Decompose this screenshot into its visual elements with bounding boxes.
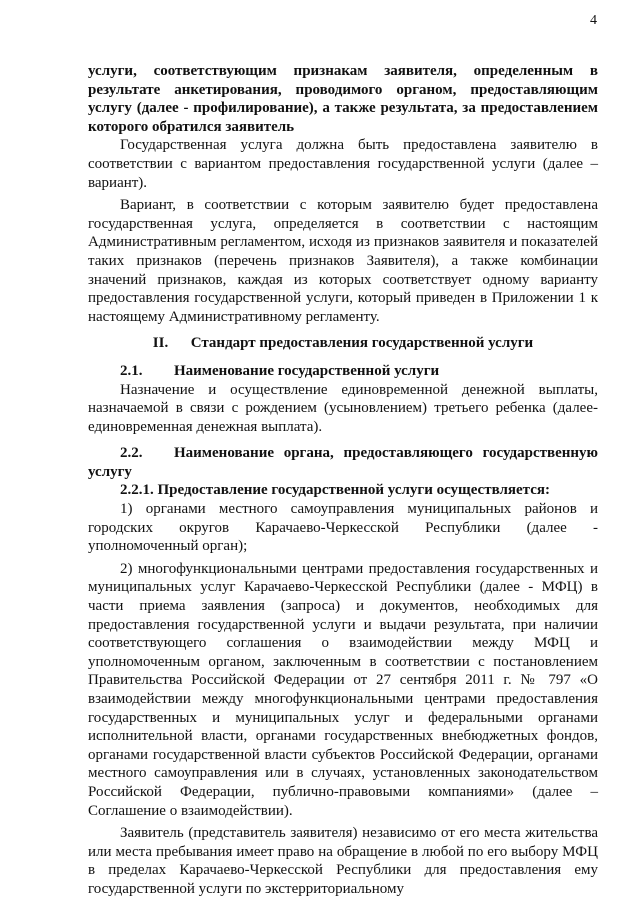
subsection-2-1-heading: [88, 362, 598, 381]
list-item-2: 2) многофункциональными центрами предоставления государственных и муниципальных услуг Карачаево-Черкесской Республики (далее - МФЦ) в части приема заявления (запроса) и документов, необходимых для предоставления государственной услуги и выдачи результата, при наличии соответствующего соглашения о взаимодействии между МФЦ и уполномоченным органом, заключенным в соответствии с постановлением Правительства Российской Федерации от 27 сентября 2011 г. № 797 «О взаимодействии между многофункциональными центрами предоставления государственных и муниципальных услуг и федеральными органами исполнительной власти, органами государственных внебюджетных фондов, органами государственной власти субъектов Российской Федерации, органами местного самоуправления или в случаях, установленных законодательством Российской Федерации, публично-правовыми компаниями» (далее – Соглашение о взаимодействии).: [88, 560, 598, 819]
variant-paragraph-2: Вариант, в соответствии с которым заявителю будет предоставлена государственная услуга, определяется в соответствии с настоящим Административным регламентом, исходя из признаков заявителя и показателей таких признаков (перечень признаков Заявителя), а также комбинации значений признаков, каждая из которых соответствует одному варианту предоставления государственной услуги, который приведен в Приложении 1 к настоящему Административному регламенту.: [88, 197, 598, 325]
intro-paragraph: услуги, соответствующим признакам заявителя, определенным в результате анкетирования, проводимого органом, предоставляющим услугу (далее - профилирование), а также результата, за предоставлением которого обратился заявитель: [88, 63, 598, 135]
subsection-2-2-number: 2.2.: [120, 445, 143, 462]
section-2-title: Стандарт предоставления государственной услуги: [190, 335, 534, 352]
subsection-2-1-title: Наименование государственной услуги: [174, 362, 440, 379]
variant-paragraph-1: Государственная услуга должна быть предоставлена заявителю в соответствии с вариантом предоставления государственной услуги (далее – вариант).: [88, 137, 598, 191]
subsection-2-1-text: Назначение и осуществление единовременной денежной выплаты, назначаемой в связи с рождением (усыновлением) третьего ребенка (далее- единовременная денежная выплата).: [88, 381, 598, 435]
page-number: 4: [590, 13, 597, 28]
section-2-number: II.: [152, 335, 169, 352]
applicant-paragraph: Заявитель (представитель заявителя) независимо от его места жительства или места пребывания имеет право на обращение в любой по его выбору МФЦ в пределах Карачаево-Черкесской Республики для предоставления ему государственной услуги по экстерриториальному: [88, 825, 598, 897]
page-content: [88, 62, 598, 899]
section-2-heading: [88, 334, 598, 353]
subsection-2-2-1-heading: 2.2.1. Предоставление государственной услуги осуществляется:: [120, 482, 550, 499]
subsection-2-1-number: 2.1.: [120, 362, 143, 379]
list-item-1: 1) органами местного самоуправления муниципальных районов и городских округов Карачаево-Черкесской Республики (далее - уполномоченный орган);: [88, 501, 598, 555]
subsection-2-2-title: Наименование органа, предоставляющего государственную услугу: [88, 445, 598, 480]
subsection-2-2-heading: [88, 444, 598, 481]
